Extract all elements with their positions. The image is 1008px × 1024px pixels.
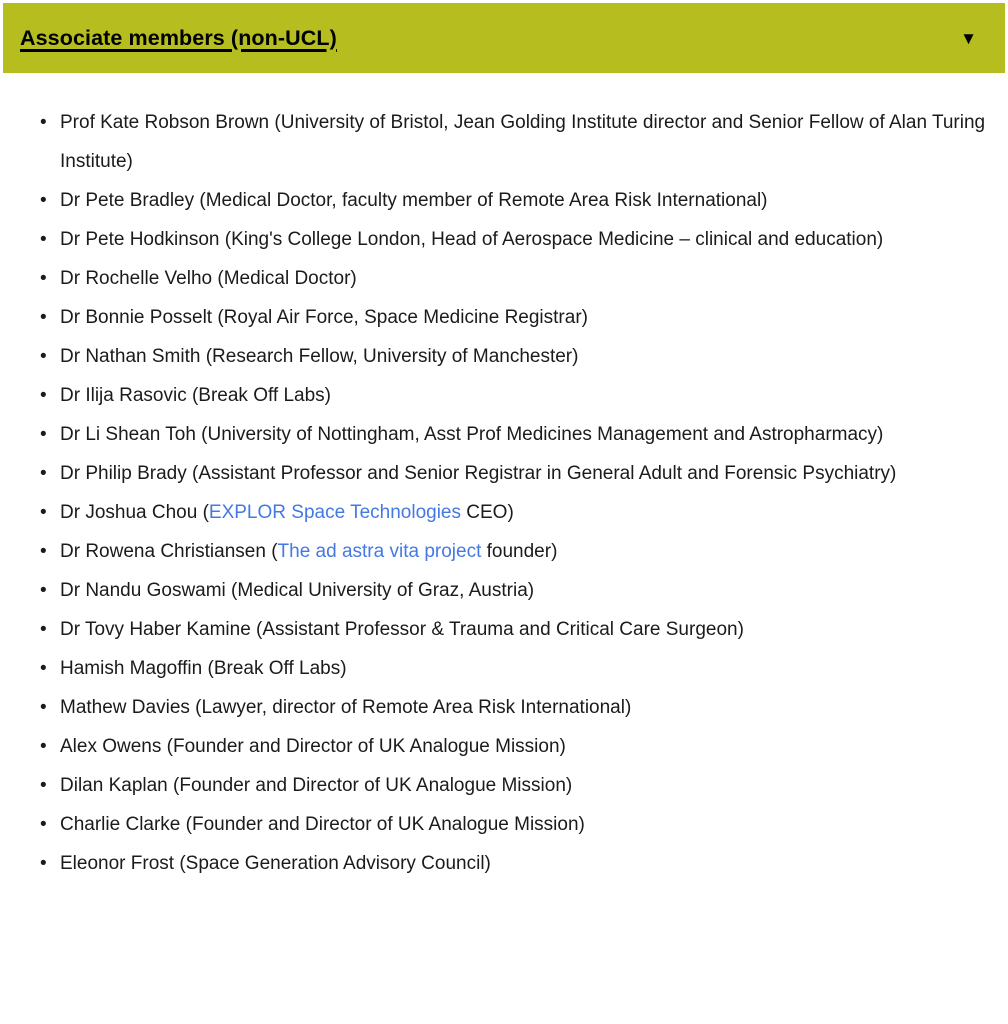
member-text: founder) <box>481 541 558 562</box>
list-item <box>60 610 987 649</box>
member-text: Dr Rowena Christiansen ( <box>60 541 278 562</box>
member-text: Dr Li Shean Toh (University of Nottingham, Asst Prof Medicines Management and Astropharmacy) <box>60 424 884 445</box>
section-title[interactable]: Associate members (non-UCL) <box>20 25 337 50</box>
list-item <box>60 415 987 454</box>
list-item <box>60 220 987 259</box>
member-text: Dr Philip Brady (Assistant Professor and Senior Registrar in General Adult and Forensic Psychiatry) <box>60 463 897 484</box>
member-text: Dr Rochelle Velho (Medical Doctor) <box>60 268 357 289</box>
member-text: Alex Owens (Founder and Director of UK Analogue Mission) <box>60 736 566 757</box>
list-item <box>60 454 987 493</box>
member-text: Prof Kate Robson Brown (University of Bristol, Jean Golding Institute director and Senior Fellow of Alan Turing Institute) <box>60 112 986 172</box>
member-text: Dr Joshua Chou ( <box>60 502 209 523</box>
accordion-header-associate-members[interactable] <box>3 3 1005 73</box>
list-item <box>60 649 987 688</box>
list-item <box>60 376 987 415</box>
member-text: Dr Pete Bradley (Medical Doctor, faculty member of Remote Area Risk International) <box>60 190 768 211</box>
list-item <box>60 181 987 220</box>
list-item <box>60 727 987 766</box>
list-item <box>60 259 987 298</box>
list-item <box>60 688 987 727</box>
list-item <box>60 844 987 883</box>
member-text: Charlie Clarke (Founder and Director of UK Analogue Mission) <box>60 814 585 835</box>
chevron-down-icon: ▼ <box>960 28 977 48</box>
member-text: Dr Ilija Rasovic (Break Off Labs) <box>60 385 332 406</box>
member-text: Dilan Kaplan (Founder and Director of UK Analogue Mission) <box>60 775 573 796</box>
list-item <box>60 532 987 571</box>
member-link[interactable]: EXPLOR Space Technologies <box>208 502 461 523</box>
member-text: Dr Nathan Smith (Research Fellow, University of Manchester) <box>60 346 579 367</box>
list-item <box>60 103 987 181</box>
member-text: Dr Tovy Haber Kamine (Assistant Professor & Trauma and Critical Care Surgeon) <box>60 619 744 640</box>
list-item <box>60 298 987 337</box>
member-link[interactable]: The ad astra vita project <box>277 541 482 562</box>
member-text: CEO) <box>461 502 514 523</box>
list-item <box>60 766 987 805</box>
list-item <box>60 571 987 610</box>
member-text: Dr Bonnie Posselt (Royal Air Force, Space Medicine Registrar) <box>60 307 588 328</box>
member-list <box>3 103 1005 883</box>
member-text: Mathew Davies (Lawyer, director of Remote Area Risk International) <box>60 697 632 718</box>
member-text: Dr Nandu Goswami (Medical University of Graz, Austria) <box>60 580 535 601</box>
member-text: Eleonor Frost (Space Generation Advisory Council) <box>60 853 491 874</box>
list-item <box>60 493 987 532</box>
list-item <box>60 805 987 844</box>
list-item <box>60 337 987 376</box>
member-text: Hamish Magoffin (Break Off Labs) <box>60 658 347 679</box>
member-text: Dr Pete Hodkinson (King's College London, Head of Aerospace Medicine – clinical and education) <box>60 229 884 250</box>
